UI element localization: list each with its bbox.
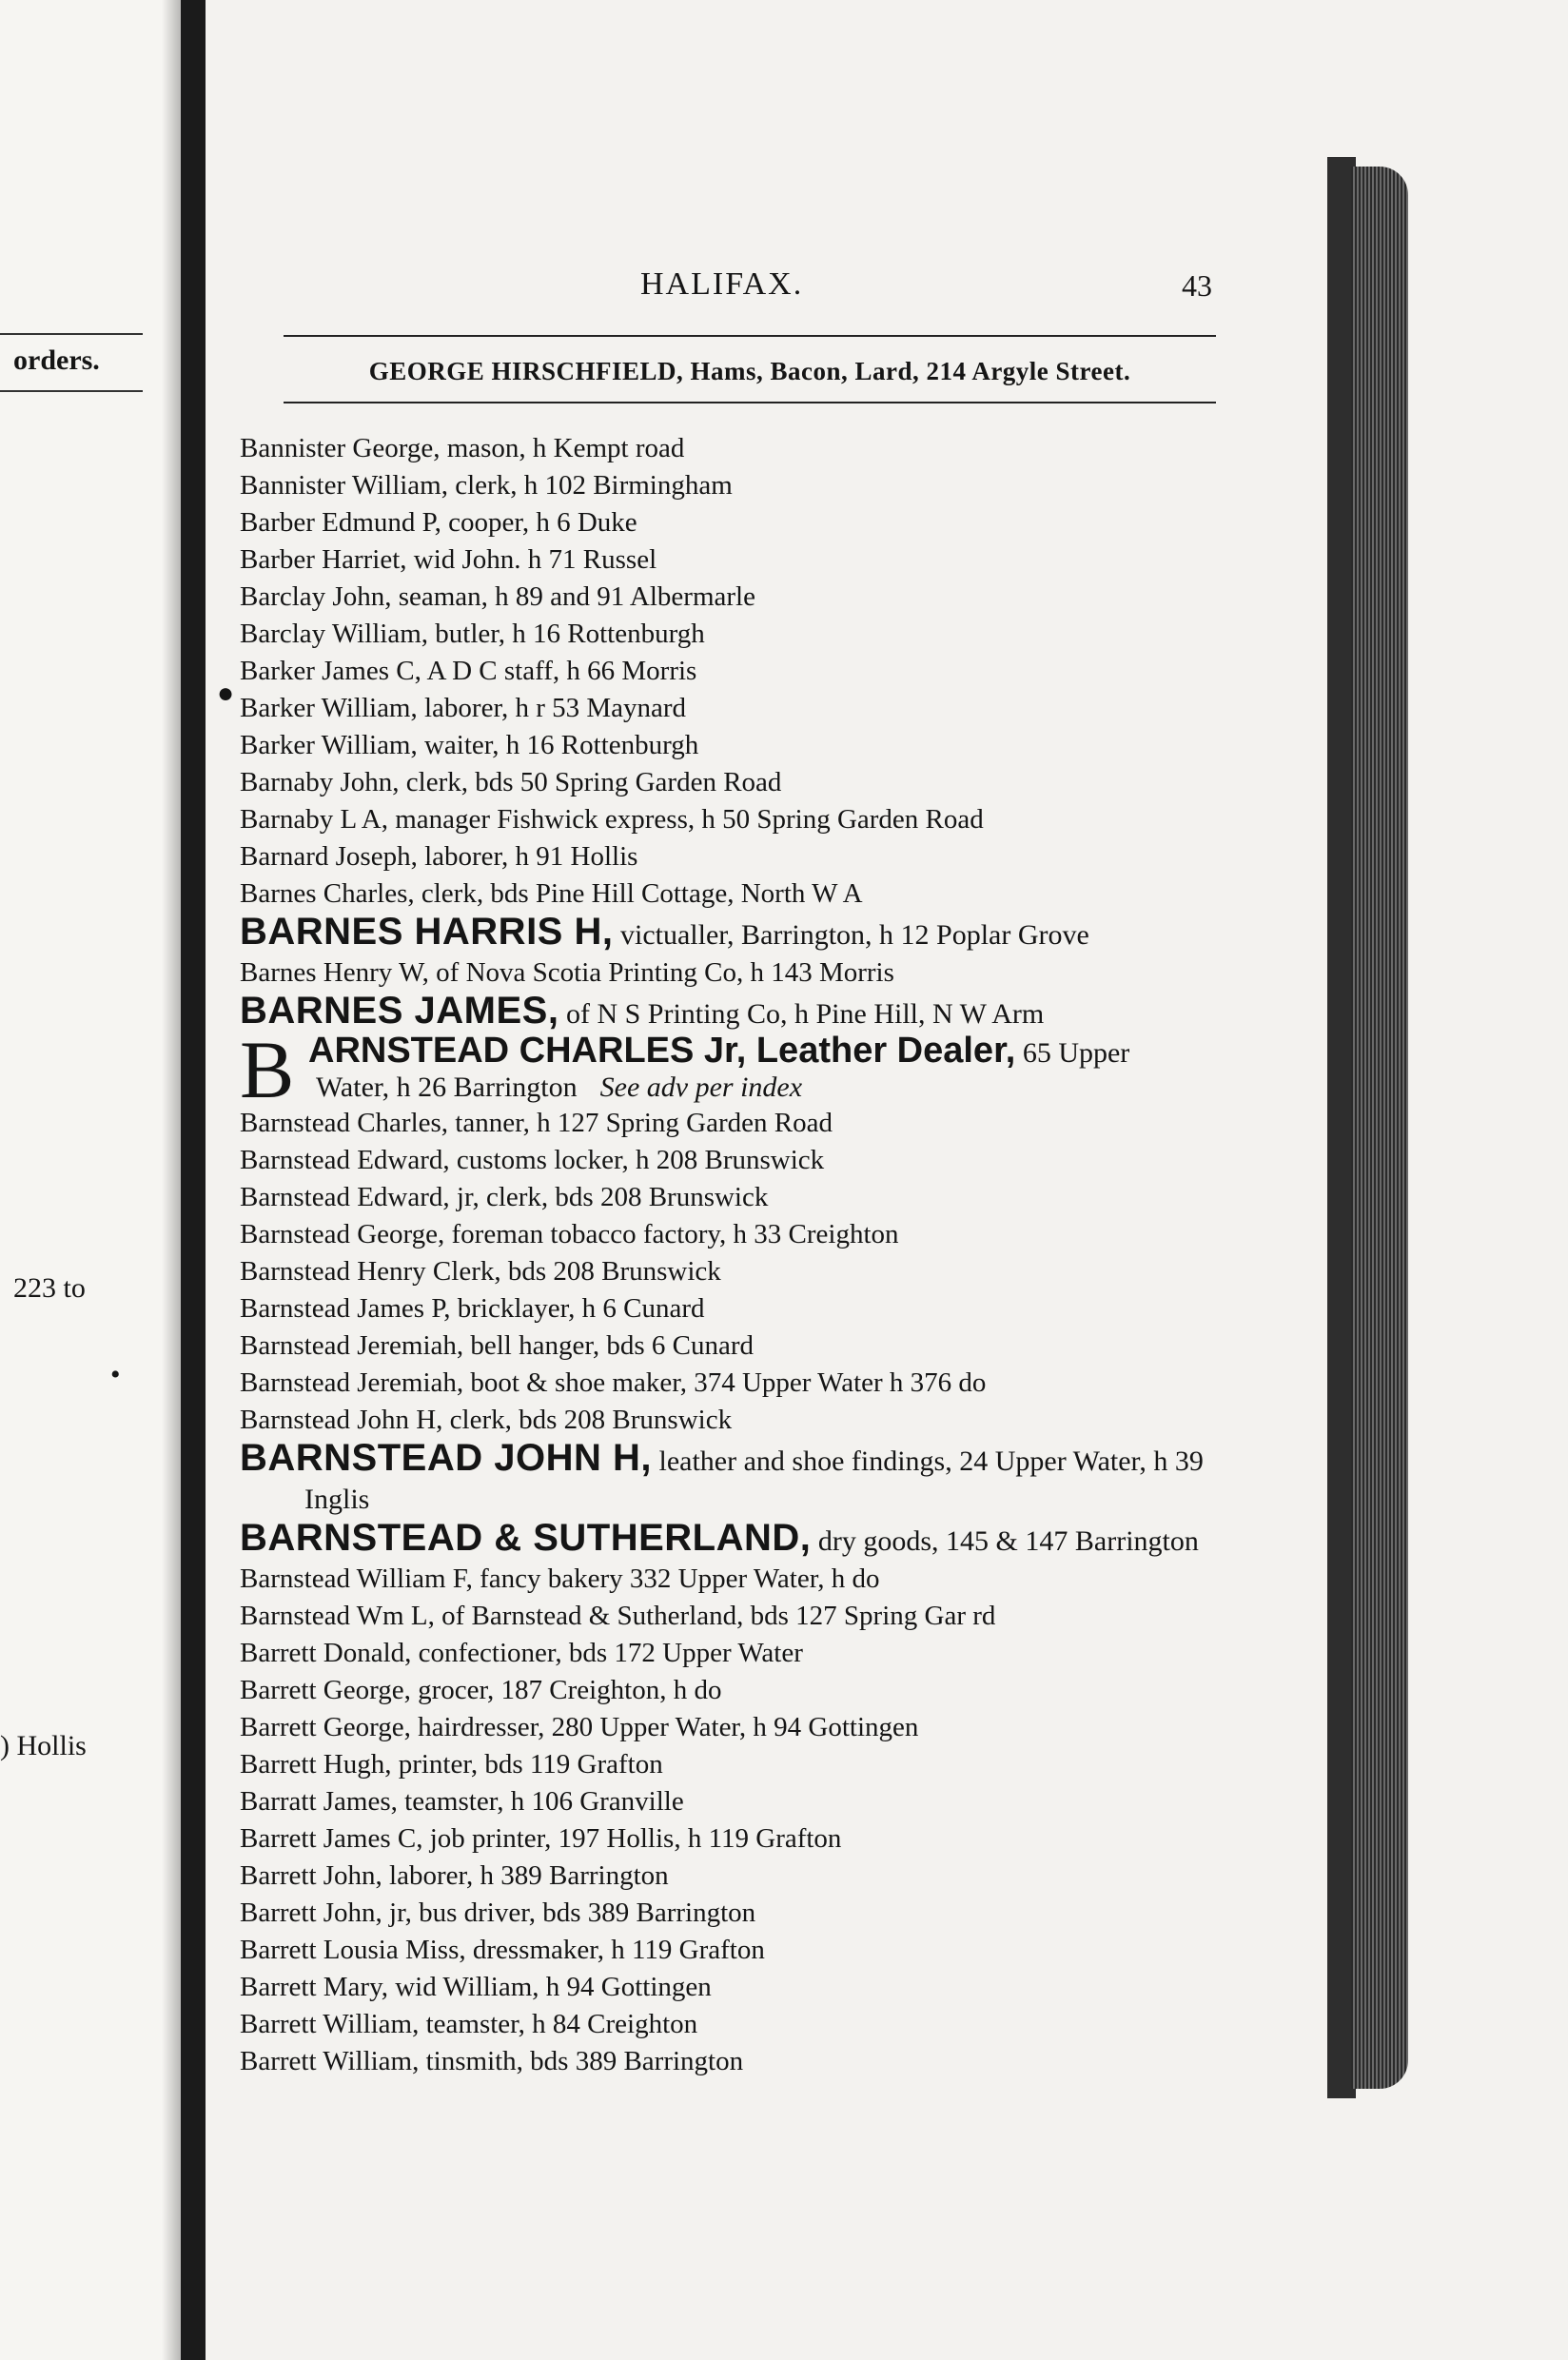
directory-entry: Barrett George, grocer, 187 Creighton, h do — [240, 1675, 722, 1705]
directory-entry: Barnaby John, clerk, bds 50 Spring Garden Road — [240, 767, 782, 797]
directory-entry: Barrett James C, job printer, 197 Hollis, h 119 Grafton — [240, 1823, 842, 1854]
margin-mark: ● — [217, 678, 235, 709]
directory-entry: Barclay John, seaman, h 89 and 91 Albermarle — [240, 581, 755, 612]
previous-page-snippet: orders. — [13, 344, 100, 376]
entry-details: 65 Upper — [1015, 1037, 1130, 1069]
entry-name: BARNES HARRIS H, — [240, 911, 614, 953]
directory-entry: Barrett Hugh, printer, bds 119 Grafton — [240, 1749, 663, 1780]
previous-page-rule — [0, 390, 143, 392]
directory-entry: Barrett George, hairdresser, 280 Upper Water, h 94 Gottingen — [240, 1712, 919, 1742]
page-block-edge — [1351, 167, 1408, 2089]
directory-entry: Barnstead Charles, tanner, h 127 Spring Garden Road — [240, 1108, 833, 1138]
drop-cap: B — [240, 1024, 295, 1115]
directory-entry: Bannister William, clerk, h 102 Birmingham — [240, 470, 733, 501]
directory-entry: Barrett William, tinsmith, bds 389 Barrington — [240, 2046, 744, 2076]
entry-name: BARNSTEAD JOHN H, — [240, 1437, 652, 1479]
previous-page-snippet: 223 to — [13, 1272, 86, 1304]
directory-entry: Barnstead Jeremiah, bell hanger, bds 6 Cunard — [240, 1330, 755, 1361]
directory-entry: Barnstead James P, bricklayer, h 6 Cunard — [240, 1293, 705, 1324]
directory-entry: Barclay William, butler, h 16 Rottenburgh — [240, 619, 705, 649]
directory-entry: Barnstead William F, fancy bakery 332 Upper Water, h do — [240, 1564, 880, 1594]
directory-entry: Barnstead Wm L, of Barnstead & Sutherland, bds 127 Spring Gar rd — [240, 1601, 996, 1631]
directory-entry: Barrett Mary, wid William, h 94 Gottingen — [240, 1972, 712, 2002]
previous-page-rule — [0, 333, 143, 335]
directory-entry: Barnstead Jeremiah, boot & shoe maker, 374 Upper Water h 376 do — [240, 1367, 987, 1398]
advertisement-rule — [284, 402, 1216, 403]
directory-entry: Barnstead Edward, jr, clerk, bds 208 Brunswick — [240, 1182, 769, 1212]
directory-entry: Barrett William, teamster, h 84 Creighton — [240, 2009, 698, 2039]
directory-listing — [240, 430, 1229, 2080]
directory-entry: Barratt James, teamster, h 106 Granville — [240, 1786, 684, 1817]
page-number: 43 — [1182, 268, 1212, 303]
header-rule — [284, 335, 1216, 337]
entry-continuation: Water, h 26 Barrington — [316, 1072, 578, 1103]
directory-entry: Barrett John, jr, bus driver, bds 389 Barrington — [240, 1898, 756, 1928]
advertisement-line: GEORGE HIRSCHFIELD, Hams, Bacon, Lard, 214 Argyle Street. — [368, 357, 1131, 385]
entry-details: leather and shoe findings, 24 Upper Water, h 39 Inglis — [304, 1446, 1204, 1515]
directory-entry: Barnstead Edward, customs locker, h 208 Brunswick — [240, 1145, 825, 1175]
directory-entry-featured — [240, 1024, 1229, 1115]
directory-entry: Barker James C, A D C staff, h 66 Morris — [240, 656, 697, 686]
directory-entry: Barnstead John H, clerk, bds 208 Brunswick — [240, 1405, 733, 1435]
directory-entry: Barber Edmund P, cooper, h 6 Duke — [240, 507, 637, 538]
running-head: HALIFAX. — [640, 266, 804, 302]
entry-name: BARNSTEAD & SUTHERLAND, — [240, 1517, 812, 1559]
directory-entry: Barber Harriet, wid John. h 71 Russel — [240, 544, 657, 575]
directory-entry: Barnaby L A, manager Fishwick express, h 50 Spring Garden Road — [240, 804, 984, 835]
directory-entry: Barnes Charles, clerk, bds Pine Hill Cottage, North W A — [240, 878, 863, 909]
directory-entry-featured — [240, 1519, 1229, 1561]
directory-entry: Bannister George, mason, h Kempt road — [240, 433, 685, 463]
directory-entry: Barker William, waiter, h 16 Rottenburgh — [240, 730, 699, 760]
directory-entry-featured — [240, 1439, 1229, 1519]
directory-entry: Barnstead Henry Clerk, bds 208 Brunswick — [240, 1256, 721, 1287]
directory-entry: Barker William, laborer, h r 53 Maynard — [240, 693, 687, 723]
directory-entry: Barnes Henry W, of Nova Scotia Printing Co, h 143 Morris — [240, 957, 894, 988]
entry-details: of N S Printing Co, h Pine Hill, N W Arm — [559, 998, 1045, 1030]
directory-entry: Barrett Lousia Miss, dressmaker, h 119 Grafton — [240, 1935, 765, 1965]
entry-details: victualler, Barrington, h 12 Poplar Grove — [613, 919, 1089, 951]
directory-entry: Barrett Donald, confectioner, bds 172 Upper Water — [240, 1638, 803, 1668]
previous-page-snippet: ) Hollis — [0, 1730, 87, 1761]
entry-name: ARNSTEAD CHARLES Jr, Leather Dealer, — [308, 1031, 1016, 1071]
entry-name: BARNES JAMES, — [240, 990, 559, 1032]
previous-page-snippet: • — [110, 1359, 121, 1390]
entry-details: dry goods, 145 & 147 Barrington — [811, 1525, 1199, 1557]
directory-entry: Barrett John, laborer, h 389 Barrington — [240, 1860, 669, 1891]
gutter-shadow — [162, 0, 181, 2360]
directory-entry: Barnard Joseph, laborer, h 91 Hollis — [240, 841, 638, 872]
book-gutter — [181, 0, 206, 2360]
directory-entry-featured — [240, 992, 1229, 1033]
directory-entry-featured — [240, 913, 1229, 954]
entry-note: See adv per index — [599, 1072, 803, 1103]
directory-entry: Barnstead George, foreman tobacco factory, h 33 Creighton — [240, 1219, 899, 1249]
